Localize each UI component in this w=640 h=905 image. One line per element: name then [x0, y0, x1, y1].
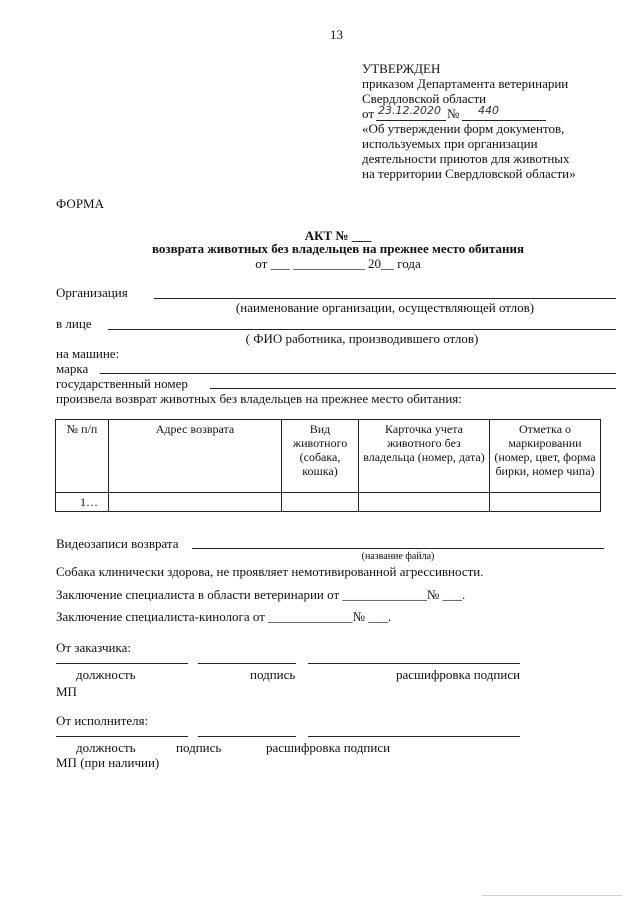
customer-signature-caption: подпись: [250, 667, 296, 682]
executor-stamp: МП (при наличии): [56, 755, 160, 770]
approval-number-prefix: №: [447, 106, 460, 121]
act-date-line: от ___ ___________ 20__ года: [255, 256, 421, 271]
approval-about-4: на территории Свердловской области»: [362, 166, 576, 181]
brand-label: марка: [56, 361, 89, 376]
table-cell[interactable]: [109, 493, 282, 512]
table-cell[interactable]: 1…: [56, 493, 109, 512]
return-table: [55, 419, 601, 512]
approval-about-3: деятельности приютов для животных: [362, 151, 570, 166]
customer-decoding-caption: расшифровка подписи: [396, 667, 521, 682]
customer-decoding-line[interactable]: [308, 663, 520, 664]
return-text: произвела возврат животных без владельцев на прежнее место обитания:: [56, 391, 462, 406]
brand-field-line[interactable]: [100, 373, 616, 374]
executor-decoding-caption: расшифровка подписи: [266, 740, 391, 755]
healthy-statement: Собака клинически здорова, не проявляет немотивированной агрессивности.: [56, 564, 484, 579]
customer-stamp: МП: [56, 684, 77, 699]
table-header-cell: № п/п: [56, 420, 109, 493]
vehicle-label: на машине:: [56, 346, 120, 361]
executor-position-caption: должность: [76, 740, 136, 755]
customer-position-line[interactable]: [56, 663, 188, 664]
table-header-row: [56, 420, 601, 493]
approval-date-handwritten: 23.12.2020: [378, 104, 441, 117]
table-header-cell: Вид животного (собака, кошка): [282, 420, 359, 493]
video-hint: (название файла): [361, 551, 435, 562]
person-field-line[interactable]: [108, 329, 616, 330]
approval-about-1: «Об утверждении форм документов,: [362, 121, 565, 136]
vet-conclusion: Заключение специалиста в области ветеринарии от _____________№ ___.: [56, 587, 466, 602]
executor-signature-caption: подпись: [176, 740, 222, 755]
cynologist-conclusion: Заключение специалиста-кинолога от _____________№ ___.: [56, 609, 392, 624]
executor-label: От исполнителя:: [56, 713, 149, 728]
table-cell[interactable]: [359, 493, 490, 512]
customer-label: От заказчика:: [56, 640, 131, 655]
customer-signature-line[interactable]: [198, 663, 296, 664]
act-subtitle: возврата животных без владельцев на прежнее место обитания: [151, 241, 525, 256]
person-hint: ( ФИО работника, производившего отлов): [245, 331, 479, 346]
approval-number-handwritten: 440: [478, 104, 499, 117]
approval-line-1: приказом Департамента ветеринарии: [362, 76, 569, 91]
table-row: [56, 493, 601, 512]
page-number: 13: [330, 27, 343, 42]
form-label: ФОРМА: [56, 196, 104, 211]
approval-line-2: Свердловской области: [362, 91, 487, 106]
table-cell[interactable]: [282, 493, 359, 512]
executor-signature-line[interactable]: [198, 736, 296, 737]
plate-label: государственный номер: [56, 376, 188, 391]
person-label: в лице: [56, 316, 92, 331]
executor-decoding-line[interactable]: [308, 736, 520, 737]
executor-position-line[interactable]: [56, 736, 188, 737]
table-cell[interactable]: [490, 493, 601, 512]
table-header-cell: Карточка учета животного без владельца (номер, дата): [359, 420, 490, 493]
footer-divider: [482, 895, 622, 896]
approval-about-2: используемых при организации: [362, 136, 538, 151]
act-title: АКТ № ___: [304, 228, 372, 243]
organization-label: Организация: [56, 285, 128, 300]
approval-title: УТВЕРЖДЕН: [362, 61, 441, 76]
approval-date-prefix: от: [362, 106, 375, 121]
table-header-cell: Адрес возврата: [109, 420, 282, 493]
plate-field-line[interactable]: [210, 388, 616, 389]
organization-field-line[interactable]: [154, 298, 616, 299]
organization-hint: (наименование организации, осуществляющей отлов): [235, 300, 535, 315]
table-header-cell: Отметка о маркировании (номер, цвет, форма бирки, номер чипа): [490, 420, 601, 493]
customer-position-caption: должность: [76, 667, 136, 682]
video-label: Видеозаписи возврата: [56, 536, 179, 551]
